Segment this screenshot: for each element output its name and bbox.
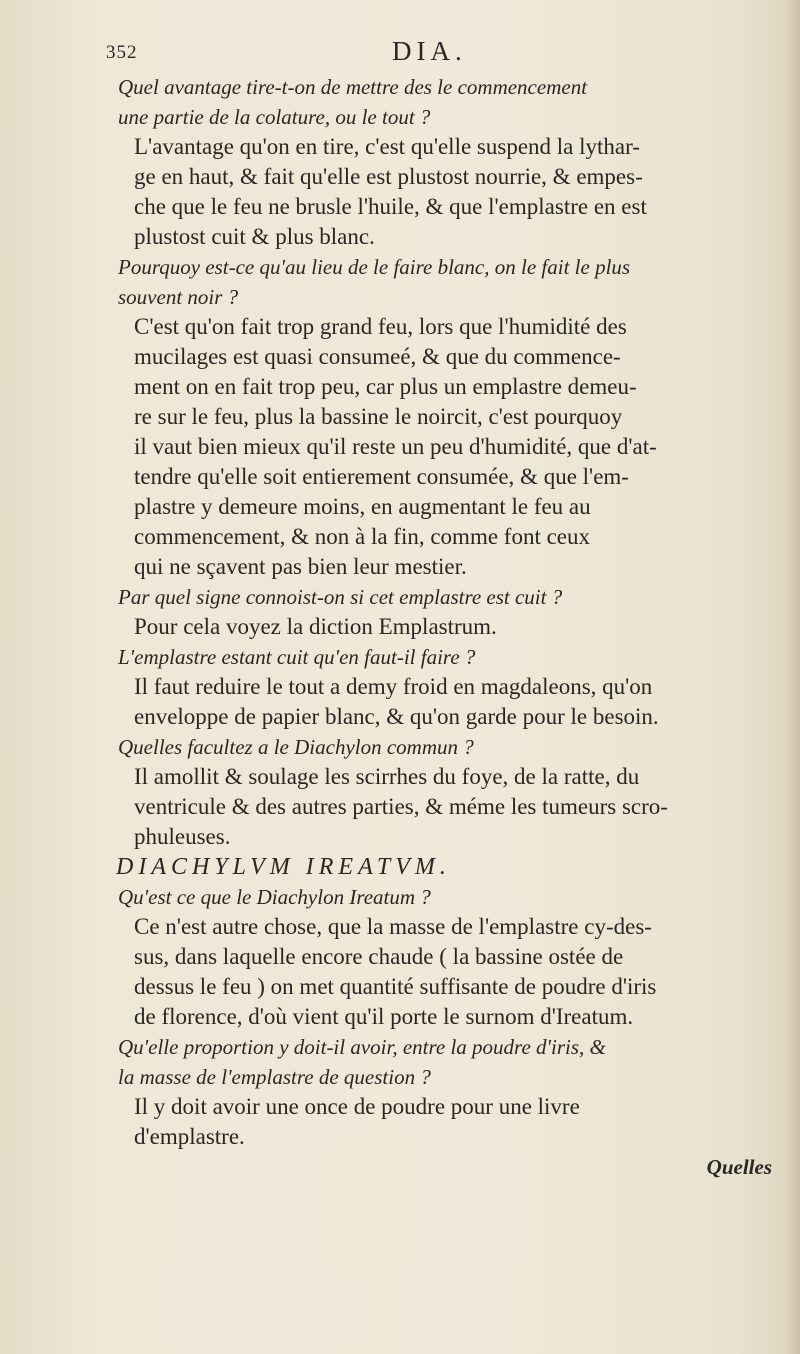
answer-line: il vaut bien mieux qu'il reste un peu d'humidité, que d'at- [134,434,657,459]
question-line: Pourquoy est-ce qu'au lieu de le faire blanc, on le fait le plus [118,255,631,279]
answer-line: qui ne sçavent pas bien leur mestier. [134,554,467,579]
answer-line: ge en haut, & fait qu'elle est plustost nourrie, & empes- [134,164,643,189]
answer-line: Ce n'est autre chose, que la masse de l'emplastre cy-des- [134,914,652,939]
page-body-text [112,72,796,1182]
question-line: la masse de l'emplastre de question ? [118,1065,431,1089]
answer-line: ment on en fait trop peu, car plus un emplastre demeu- [134,374,637,399]
answer-line: Il amollit & soulage les scirrhes du foye, de la ratte, du [134,764,640,789]
answer-line: ventricule & des autres parties, & méme les tumeurs scro- [134,794,668,819]
section-heading: DIACHYLVM IREATVM. [116,854,451,880]
question-line: Qu'est ce que le Diachylon Ireatum ? [118,885,431,909]
answer-line: sus, dans laquelle encore chaude ( la bassine ostée de [134,944,624,969]
answer-line: L'avantage qu'on en tire, c'est qu'elle suspend la lythar- [134,134,640,159]
running-title: DIA. [392,36,467,66]
question-line: souvent noir ? [118,285,239,309]
answer-line: che que le feu ne brusle l'huile, & que l'emplastre en est [134,194,647,219]
answer-line: phuleuses. [134,824,231,849]
answer-line: de florence, d'où vient qu'il porte le surnom d'Ireatum. [134,1004,634,1029]
answer-line: enveloppe de papier blanc, & qu'on garde pour le besoin. [134,704,659,729]
question-line: Par quel signe connoist-on si cet emplastre est cuit ? [118,585,563,609]
question-line: une partie de la colature, ou le tout ? [118,105,431,129]
answer-line: mucilages est quasi consumeé, & que du commence- [134,344,621,369]
answer-line: Il y doit avoir une once de poudre pour une livre [134,1094,580,1119]
page-header [0,32,800,72]
answer-line: d'emplastre. [134,1124,245,1149]
answer-line: dessus le feu ) on met quantité suffisante de poudre d'iris [134,974,657,999]
answer-line: Pour cela voyez la diction Emplastrum. [134,614,497,639]
answer-line: commencement, & non à la fin, comme font ceux [134,524,591,549]
catchword: Quelles [706,1155,772,1179]
question-line: L'emplastre estant cuit qu'en faut-il faire ? [118,645,476,669]
question-line: Quelles facultez a le Diachylon commun ? [118,735,474,759]
question-line: Quel avantage tire-t-on de mettre des le commencement [118,75,588,99]
question-line: Qu'elle proportion y doit-il avoir, entre la poudre d'iris, & [118,1035,606,1059]
answer-line: C'est qu'on fait trop grand feu, lors que l'humidité des [134,314,627,339]
answer-line: plustost cuit & plus blanc. [134,224,375,249]
answer-line: Il faut reduire le tout a demy froid en magdaleons, qu'on [134,674,653,699]
answer-line: plastre y demeure moins, en augmentant le feu au [134,494,591,519]
answer-line: re sur le feu, plus la bassine le noircit, c'est pourquoy [134,404,623,429]
answer-line: tendre qu'elle soit entierement consumée, & que l'em- [134,464,629,489]
page-number: 352 [106,42,138,63]
